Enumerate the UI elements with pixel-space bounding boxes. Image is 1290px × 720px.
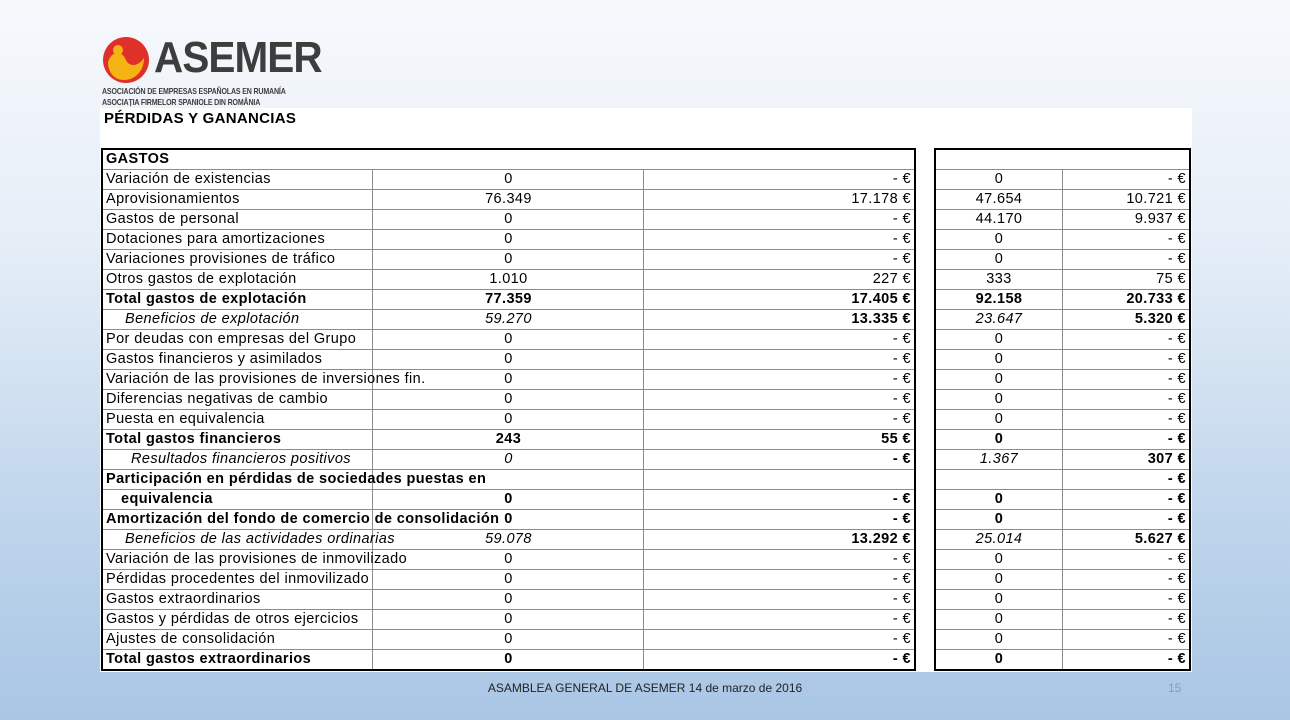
table-row-right [935,350,1190,370]
value-col-3: 0 [935,350,1063,370]
table-row-right [935,270,1190,290]
section-header-row [102,149,915,170]
value-col-4: 20.733 € [1063,290,1191,310]
table-row [102,310,915,330]
value-col-2 [644,470,915,490]
value-col-1: 0 [373,350,644,370]
value-col-2: - € [644,410,915,430]
value-col-2: 17.178 € [644,190,915,210]
row-label: Beneficios de explotación [102,310,373,330]
value-col-3: 92.158 [935,290,1063,310]
table-row-right [935,170,1190,190]
value-col-3: 333 [935,270,1063,290]
row-label: Por deudas con empresas del Grupo [102,330,373,350]
value-col-2: 227 € [644,270,915,290]
value-col-1: 77.359 [373,290,644,310]
value-col-1: 1.010 [373,270,644,290]
row-label: Resultados financieros positivos [102,450,373,470]
value-col-2: - € [644,250,915,270]
value-col-4: 10.721 € [1063,190,1191,210]
value-col-4: 5.320 € [1063,310,1191,330]
table-row [102,290,915,310]
value-col-3: 0 [935,510,1063,530]
value-col-3: 0 [935,550,1063,570]
table-row-right [935,210,1190,230]
row-label: Total gastos de explotación [102,290,373,310]
value-col-4: - € [1063,650,1191,671]
value-col-1: 0 [373,170,644,190]
value-col-4: 9.937 € [1063,210,1191,230]
value-col-2: - € [644,330,915,350]
value-col-3: 0 [935,170,1063,190]
table-row [102,170,915,190]
value-col-4: - € [1063,410,1191,430]
value-col-4: - € [1063,630,1191,650]
value-col-4: - € [1063,370,1191,390]
value-col-2: - € [644,610,915,630]
row-label: equivalencia [102,490,373,510]
value-col-1: 0 [373,650,644,671]
table-row [102,610,915,630]
value-col-1: 59.078 [373,530,644,550]
value-col-2: - € [644,230,915,250]
value-col-1: 76.349 [373,190,644,210]
value-col-4: - € [1063,170,1191,190]
value-col-3 [935,470,1063,490]
table-row-right [935,530,1190,550]
table-row-right [935,250,1190,270]
value-col-4: - € [1063,550,1191,570]
value-col-3: 0 [935,650,1063,671]
row-label: Gastos extraordinarios [102,590,373,610]
row-label: Gastos financieros y asimilados [102,350,373,370]
value-col-4: - € [1063,330,1191,350]
value-col-3: 25.014 [935,530,1063,550]
table-row-right [935,290,1190,310]
table-row [102,530,915,550]
logo-subtitle-ro: ASOCIAȚIA FIRMELOR SPANIOLE DIN ROMÂNIA [102,97,261,107]
value-col-2: - € [644,650,915,671]
table-row-right [935,470,1190,490]
row-label: Variación de las provisiones de inversiones fin. [102,370,373,390]
value-col-3: 0 [935,370,1063,390]
value-col-3: 0 [935,630,1063,650]
value-col-4: - € [1063,250,1191,270]
value-col-2: 13.335 € [644,310,915,330]
value-col-1: 0 [373,230,644,250]
section-header-blank [935,149,1190,170]
table-row-right [935,630,1190,650]
table-row [102,490,915,510]
value-col-2: 17.405 € [644,290,915,310]
row-label: Aprovisionamientos [102,190,373,210]
table-row-right [935,230,1190,250]
value-col-4: 307 € [1063,450,1191,470]
value-col-1: 0 [373,390,644,410]
expenses-table-left [101,148,916,671]
value-col-4: - € [1063,230,1191,250]
page-number: 15 [1168,681,1182,695]
table-row-right [935,450,1190,470]
table-row [102,570,915,590]
value-col-2: - € [644,510,915,530]
row-label: Otros gastos de explotación [102,270,373,290]
table-row [102,250,915,270]
table-row [102,210,915,230]
logo-subtitle-es: ASOCIACIÓN DE EMPRESAS ESPAÑOLAS EN RUMANÍA [102,86,286,96]
value-col-3: 23.647 [935,310,1063,330]
row-label: Variaciones provisiones de tráfico [102,250,373,270]
value-col-4: - € [1063,590,1191,610]
row-label: Puesta en equivalencia [102,410,373,430]
row-label: Dotaciones para amortizaciones [102,230,373,250]
table-row-right [935,190,1190,210]
table-row [102,350,915,370]
asemer-logo [100,33,322,108]
table-row-right [935,330,1190,350]
value-col-2: - € [644,210,915,230]
value-col-1: 0 [373,510,644,530]
row-label: Pérdidas procedentes del inmovilizado [102,570,373,590]
value-col-3: 0 [935,390,1063,410]
value-col-3: 0 [935,490,1063,510]
value-col-4: - € [1063,610,1191,630]
row-label: Gastos y pérdidas de otros ejercicios [102,610,373,630]
value-col-1: 0 [373,450,644,470]
table-row [102,190,915,210]
value-col-4: - € [1063,510,1191,530]
table-row [102,370,915,390]
row-label: Total gastos financieros [102,430,373,450]
report-sheet [100,108,1192,672]
table-row-right [935,410,1190,430]
table-row-right [935,610,1190,630]
table-row [102,430,915,450]
row-label: Variación de existencias [102,170,373,190]
value-col-1: 0 [373,590,644,610]
value-col-3: 0 [935,570,1063,590]
table-row [102,390,915,410]
value-col-1: 0 [373,490,644,510]
table-row-right [935,570,1190,590]
row-label: Gastos de personal [102,210,373,230]
value-col-3: 1.367 [935,450,1063,470]
section-header-row-right [935,149,1190,170]
value-col-2: - € [644,350,915,370]
value-col-1: 0 [373,210,644,230]
sheet-title: PÉRDIDAS Y GANANCIAS [104,110,297,127]
table-row-right [935,510,1190,530]
value-col-2: 13.292 € [644,530,915,550]
logo-wordmark: ASEMER [154,33,322,82]
slide-footer: ASAMBLEA GENERAL DE ASEMER 14 de marzo de 2016 [487,681,803,695]
asemer-logo-icon [102,36,150,84]
row-label: Variación de las provisiones de inmovilizado [102,550,373,570]
value-col-2: - € [644,390,915,410]
table-row [102,330,915,350]
table-row [102,450,915,470]
value-col-2: - € [644,450,915,470]
value-col-1: 0 [373,550,644,570]
table-row [102,270,915,290]
value-col-3: 0 [935,610,1063,630]
table-row [102,510,915,530]
value-col-2: - € [644,590,915,610]
value-col-2: - € [644,170,915,190]
value-col-2: - € [644,370,915,390]
table-row [102,630,915,650]
value-col-1: 0 [373,370,644,390]
value-col-4: - € [1063,390,1191,410]
value-col-1: 0 [373,410,644,430]
value-col-4: - € [1063,430,1191,450]
table-row [102,410,915,430]
value-col-3: 0 [935,590,1063,610]
value-col-2: - € [644,570,915,590]
row-label: Ajustes de consolidación [102,630,373,650]
value-col-1: 243 [373,430,644,450]
value-col-4: - € [1063,350,1191,370]
table-row-right [935,650,1190,671]
value-col-3: 44.170 [935,210,1063,230]
value-col-1: 0 [373,330,644,350]
value-col-3: 0 [935,330,1063,350]
row-label: Amortización del fondo de comercio de consolidación [102,510,373,530]
table-row [102,550,915,570]
table-row [102,230,915,250]
table-row [102,470,915,490]
value-col-4: 75 € [1063,270,1191,290]
value-col-4: - € [1063,570,1191,590]
table-row-right [935,370,1190,390]
value-col-1: 59.270 [373,310,644,330]
value-col-2: - € [644,550,915,570]
value-col-1: 0 [373,610,644,630]
table-row-right [935,310,1190,330]
value-col-3: 0 [935,430,1063,450]
table-row-right [935,430,1190,450]
row-label: Beneficios de las actividades ordinarias [102,530,373,550]
table-row-right [935,490,1190,510]
value-col-4: 5.627 € [1063,530,1191,550]
value-col-4: - € [1063,470,1191,490]
value-col-3: 0 [935,250,1063,270]
section-header: GASTOS [102,149,915,170]
expenses-table-right [934,148,1191,671]
row-label: Diferencias negativas de cambio [102,390,373,410]
value-col-3: 0 [935,230,1063,250]
value-col-2: - € [644,490,915,510]
value-col-1: 0 [373,630,644,650]
table-row-right [935,590,1190,610]
value-col-4: - € [1063,490,1191,510]
table-row [102,590,915,610]
row-label: Participación en pérdidas de sociedades puestas en [102,470,373,490]
value-col-3: 0 [935,410,1063,430]
table-row [102,650,915,671]
value-col-1: 0 [373,250,644,270]
value-col-1: 0 [373,570,644,590]
table-row-right [935,390,1190,410]
value-col-2: 55 € [644,430,915,450]
value-col-3: 47.654 [935,190,1063,210]
row-label: Total gastos extraordinarios [102,650,373,671]
table-row-right [935,550,1190,570]
value-col-2: - € [644,630,915,650]
